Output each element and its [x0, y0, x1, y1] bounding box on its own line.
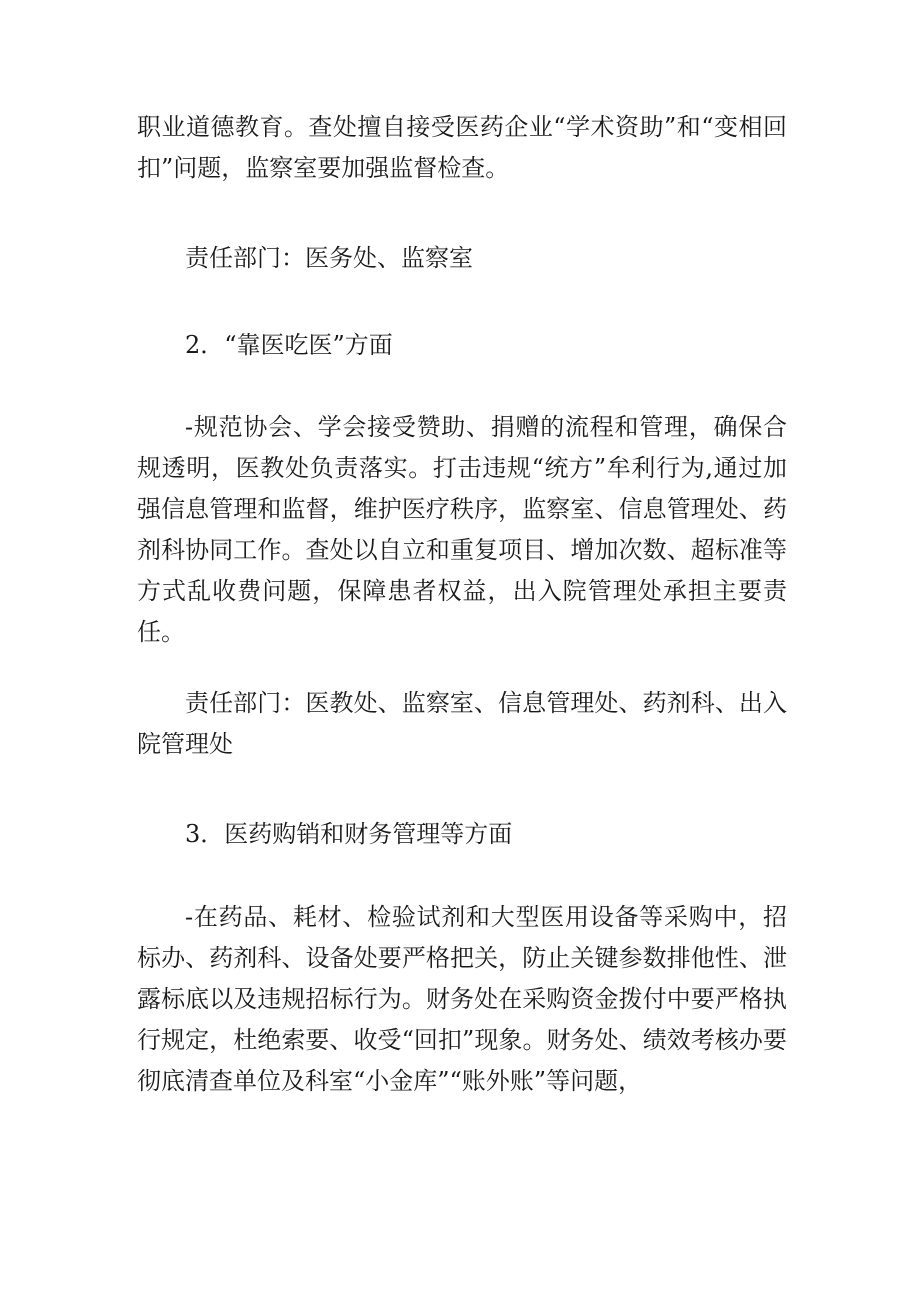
paragraph-section-2-body: -规范协会、学会接受赞助、捐赠的流程和管理，确保合规透明，医教处负责落实。打击违规“统方”牟利行为,通过加强信息管理和监督，维护医疗秩序，监察室、信息管理处、药剂科协同工作。查处以自立和重复项目、增加次数、超标准等方式乱收费问题，保障患者权益，出入院管理处承担主要责任。: [137, 413, 787, 646]
paragraph-responsible-dept-2: 责任部门：医教处、监察室、信息管理处、药剂科、出入院管理处: [137, 689, 787, 758]
paragraph-ethics-education: 职业道德教育。查处擅自接受医药企业“学术资助”和“变相回扣”问题，监察室要加强监督检查。: [137, 113, 787, 182]
paragraph-section-3-body: -在药品、耗材、检验试剂和大型医用设备等采购中，招标办、药剂科、设备处要严格把关，防止关键参数排他性、泄露标底以及违规招标行为。财务处在采购资金拨付中要严格执行规定，杜绝索要、收受“回扣”现象。财务处、绩效考核办要彻底清查单位及科室“小金库”“账外账”等问题，: [137, 903, 787, 1095]
paragraph-responsible-dept-1: 责任部门：医务处、监察室: [185, 244, 473, 272]
section-heading-2: 2．“靠医吃医”方面: [185, 331, 393, 359]
section-heading-3: 3．医药购销和财务管理等方面: [185, 820, 513, 848]
